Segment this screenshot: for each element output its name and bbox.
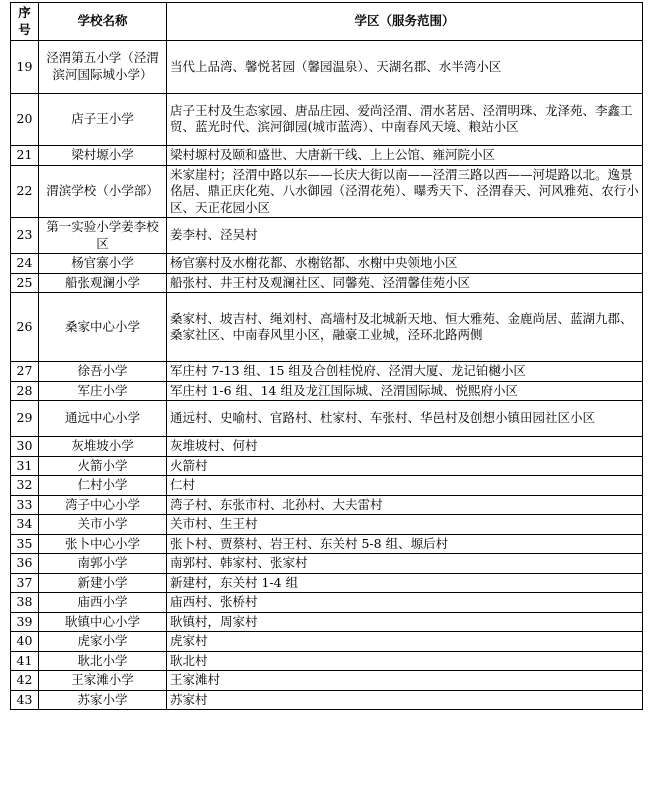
table-row: [11, 554, 643, 574]
table-row: [11, 254, 643, 274]
cell-serial-number: 39: [11, 612, 39, 632]
cell-school-name: 桑家中心小学: [39, 293, 167, 362]
cell-school-name: 泾渭第五小学（泾渭滨河国际城小学）: [39, 41, 167, 94]
cell-school-name: 耿北小学: [39, 651, 167, 671]
cell-school-name: 关市小学: [39, 515, 167, 535]
table-row: [11, 146, 643, 166]
header-district-area: 学区（服务范围）: [167, 3, 643, 41]
cell-serial-number: 20: [11, 93, 39, 146]
cell-district-area: 苏家村: [167, 690, 643, 710]
cell-school-name: 军庄小学: [39, 381, 167, 401]
cell-district-area: 梁村塬村及颐和盛世、大唐新干线、上上公馆、雍河院小区: [167, 146, 643, 166]
cell-serial-number: 31: [11, 456, 39, 476]
cell-school-name: 苏家小学: [39, 690, 167, 710]
cell-district-area: 新建村，东关村 1-4 组: [167, 573, 643, 593]
table-row: [11, 362, 643, 382]
table-row: [11, 165, 643, 218]
table-row: [11, 651, 643, 671]
cell-school-name: 通远中心小学: [39, 401, 167, 437]
cell-school-name: 南郭小学: [39, 554, 167, 574]
table-row: [11, 218, 643, 254]
cell-serial-number: 27: [11, 362, 39, 382]
cell-district-area: 仁村: [167, 476, 643, 496]
cell-serial-number: 33: [11, 495, 39, 515]
cell-serial-number: 40: [11, 632, 39, 652]
cell-school-name: 灰堆坡小学: [39, 437, 167, 457]
cell-serial-number: 29: [11, 401, 39, 437]
cell-serial-number: 30: [11, 437, 39, 457]
table-row: [11, 690, 643, 710]
table-header-row: [11, 3, 643, 41]
cell-school-name: 新建小学: [39, 573, 167, 593]
cell-serial-number: 32: [11, 476, 39, 496]
cell-district-area: 通远村、史喻村、官路村、杜家村、车张村、华邑村及创想小镇田园社区小区: [167, 401, 643, 437]
cell-district-area: 张卜村、贾蔡村、岩王村、东关村 5-8 组、塬后村: [167, 534, 643, 554]
cell-district-area: 军庄村 7-13 组、15 组及合创桂悦府、泾渭大厦、龙记铂樾小区: [167, 362, 643, 382]
header-serial-number: 序号: [11, 3, 39, 41]
table-row: [11, 476, 643, 496]
cell-serial-number: 41: [11, 651, 39, 671]
table-row: [11, 632, 643, 652]
cell-school-name: 店子王小学: [39, 93, 167, 146]
cell-district-area: 桑家村、坡吉村、绳刘村、高墙村及北城新天地、恒大雅苑、金鹿尚居、蓝湖九郡、桑家社区、中南春风里小区，融豪工业城，泾环北路两侧: [167, 293, 643, 362]
table-row: [11, 534, 643, 554]
cell-district-area: 军庄村 1-6 组、14 组及龙江国际城、泾渭国际城、悦熙府小区: [167, 381, 643, 401]
cell-school-name: 湾子中心小学: [39, 495, 167, 515]
table-row: [11, 293, 643, 362]
cell-serial-number: 24: [11, 254, 39, 274]
school-district-table: [10, 2, 643, 710]
cell-district-area: 当代上品湾、馨悦茗园（馨园温泉）、天湖名郡、水半湾小区: [167, 41, 643, 94]
cell-serial-number: 34: [11, 515, 39, 535]
cell-school-name: 梁村塬小学: [39, 146, 167, 166]
table-row: [11, 93, 643, 146]
cell-district-area: 火箭村: [167, 456, 643, 476]
cell-serial-number: 22: [11, 165, 39, 218]
cell-school-name: 耿镇中心小学: [39, 612, 167, 632]
cell-school-name: 庙西小学: [39, 593, 167, 613]
header-school-name: 学校名称: [39, 3, 167, 41]
cell-serial-number: 28: [11, 381, 39, 401]
cell-serial-number: 42: [11, 671, 39, 691]
cell-district-area: 杨官寨村及水榭花都、水榭铭都、水榭中央领地小区: [167, 254, 643, 274]
cell-district-area: 灰堆坡村、何村: [167, 437, 643, 457]
table-row: [11, 612, 643, 632]
cell-school-name: 第一实验小学姜李校区: [39, 218, 167, 254]
cell-district-area: 湾子村、东张市村、北孙村、大夫雷村: [167, 495, 643, 515]
table-row: [11, 573, 643, 593]
cell-serial-number: 37: [11, 573, 39, 593]
cell-district-area: 姜李村、泾吴村: [167, 218, 643, 254]
cell-school-name: 杨官寨小学: [39, 254, 167, 274]
table-row: [11, 41, 643, 94]
cell-district-area: 耿镇村，周家村: [167, 612, 643, 632]
cell-district-area: 店子王村及生态家园、唐品庄园、爱尚泾渭、渭水茗居、泾渭明珠、龙泽苑、李鑫工贸、蓝光时代、滨河御园(城市蓝湾）、中南春风天境、粮站小区: [167, 93, 643, 146]
cell-district-area: 米家崖村；泾渭中路以东——长庆大街以南——泾渭三路以西——河堤路以北。逸景佲居、鼎正庆化苑、八水御园（泾渭花苑）、曝秀天下、泾渭春天、河风雅苑、农行小区、天正花园小区: [167, 165, 643, 218]
cell-school-name: 仁村小学: [39, 476, 167, 496]
cell-district-area: 虎家村: [167, 632, 643, 652]
cell-school-name: 虎家小学: [39, 632, 167, 652]
cell-district-area: 南郭村、韩家村、张家村: [167, 554, 643, 574]
cell-school-name: 火箭小学: [39, 456, 167, 476]
cell-serial-number: 35: [11, 534, 39, 554]
cell-serial-number: 43: [11, 690, 39, 710]
table-body: [11, 41, 643, 710]
table-row: [11, 456, 643, 476]
cell-school-name: 张卜中心小学: [39, 534, 167, 554]
cell-school-name: 渭滨学校（小学部）: [39, 165, 167, 218]
cell-district-area: 船张村、井王村及观澜社区、同馨苑、泾渭馨佳苑小区: [167, 273, 643, 293]
table-row: [11, 401, 643, 437]
cell-district-area: 关市村、生王村: [167, 515, 643, 535]
cell-serial-number: 25: [11, 273, 39, 293]
cell-school-name: 徐吾小学: [39, 362, 167, 382]
cell-serial-number: 23: [11, 218, 39, 254]
cell-school-name: 船张观澜小学: [39, 273, 167, 293]
cell-serial-number: 26: [11, 293, 39, 362]
table-row: [11, 671, 643, 691]
table-row: [11, 273, 643, 293]
table-row: [11, 437, 643, 457]
cell-school-name: 王家滩小学: [39, 671, 167, 691]
table-row: [11, 381, 643, 401]
table-row: [11, 515, 643, 535]
cell-serial-number: 36: [11, 554, 39, 574]
table-row: [11, 495, 643, 515]
cell-district-area: 王家滩村: [167, 671, 643, 691]
table-row: [11, 593, 643, 613]
cell-serial-number: 19: [11, 41, 39, 94]
cell-serial-number: 21: [11, 146, 39, 166]
cell-district-area: 耿北村: [167, 651, 643, 671]
cell-district-area: 庙西村、张桥村: [167, 593, 643, 613]
cell-serial-number: 38: [11, 593, 39, 613]
